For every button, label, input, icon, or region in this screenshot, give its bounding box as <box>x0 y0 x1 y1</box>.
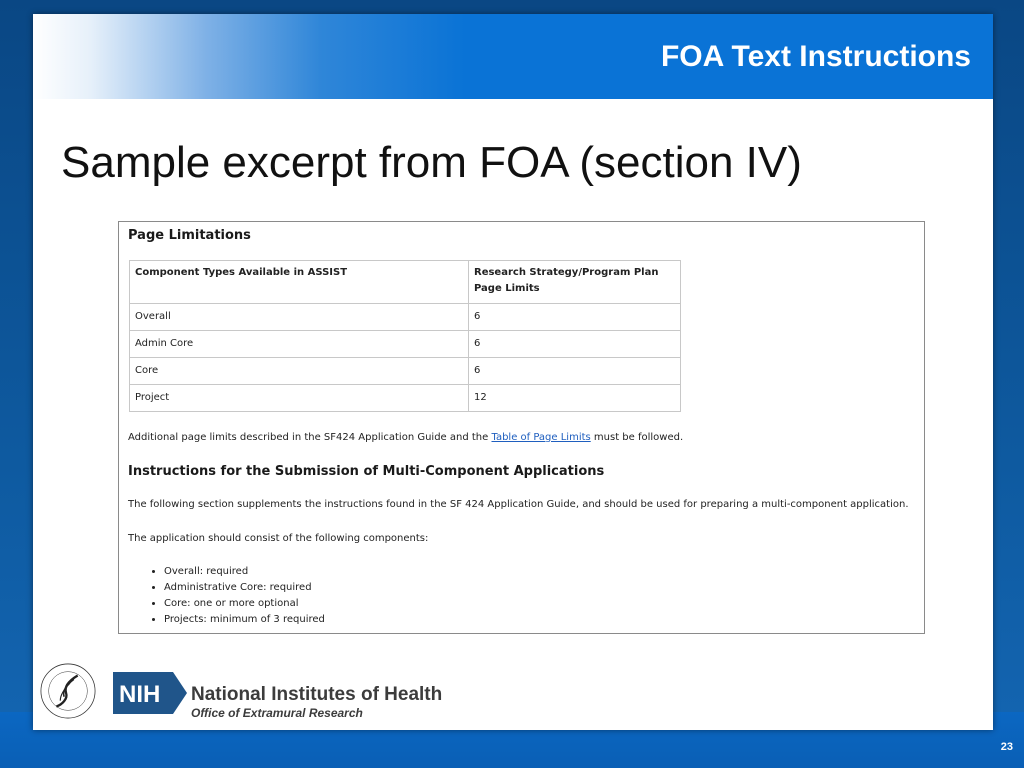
table-header-text: Research Strategy/Program Plan Page Limits <box>474 267 659 294</box>
slide <box>33 14 993 730</box>
hhs-seal-icon <box>39 662 97 720</box>
foa-excerpt <box>118 221 925 634</box>
table-row <box>130 385 681 412</box>
excerpt-title: Page Limitations <box>128 228 251 243</box>
note-text: Additional page limits described in the SF424 Application Guide and the <box>128 432 492 443</box>
table-cell: Core <box>130 358 469 385</box>
table-header-row <box>130 261 681 304</box>
paragraph: The following section supplements the instructions found in the SF 424 Application Guide, and should be used for preparing a multi-component application. <box>128 499 909 510</box>
nih-logo-text: NIH <box>119 681 161 708</box>
slide-title: FOA Text Instructions <box>660 40 971 73</box>
table-cell: 12 <box>469 385 681 412</box>
nih-office: Office of Extramural Research <box>191 706 363 720</box>
components-list <box>148 564 325 628</box>
table-cell: 6 <box>469 358 681 385</box>
paragraph: The application should consist of the following components: <box>128 533 429 544</box>
list-item: • Administrative Core: required <box>164 580 325 596</box>
list-item: • Overall: required <box>164 564 325 580</box>
table-header-cell <box>469 261 681 304</box>
table-row <box>130 304 681 331</box>
table-cell: 6 <box>469 331 681 358</box>
table-cell: 6 <box>469 304 681 331</box>
note-text: must be followed. <box>590 432 684 443</box>
table-row <box>130 358 681 385</box>
page-limits-note <box>128 432 683 443</box>
table-of-page-limits-link[interactable]: Table of Page Limits <box>491 432 591 443</box>
excerpt-subheading: Instructions for the Submission of Multi-Component Applications <box>128 464 605 479</box>
page-limits-table <box>129 260 681 412</box>
list-item: • Core: one or more optional <box>164 596 325 612</box>
page-number: 23 <box>1000 741 1013 753</box>
table-cell: Admin Core <box>130 331 469 358</box>
nih-logo-icon <box>113 672 189 714</box>
table-row <box>130 331 681 358</box>
list-item: • Projects: minimum of 3 required <box>164 612 325 628</box>
slide-heading: Sample excerpt from FOA (section IV) <box>61 138 802 187</box>
table-header-cell: Component Types Available in ASSIST <box>130 261 469 304</box>
nih-name: National Institutes of Health <box>191 684 443 705</box>
table-cell: Project <box>130 385 469 412</box>
header-bar <box>33 14 993 99</box>
table-cell: Overall <box>130 304 469 331</box>
